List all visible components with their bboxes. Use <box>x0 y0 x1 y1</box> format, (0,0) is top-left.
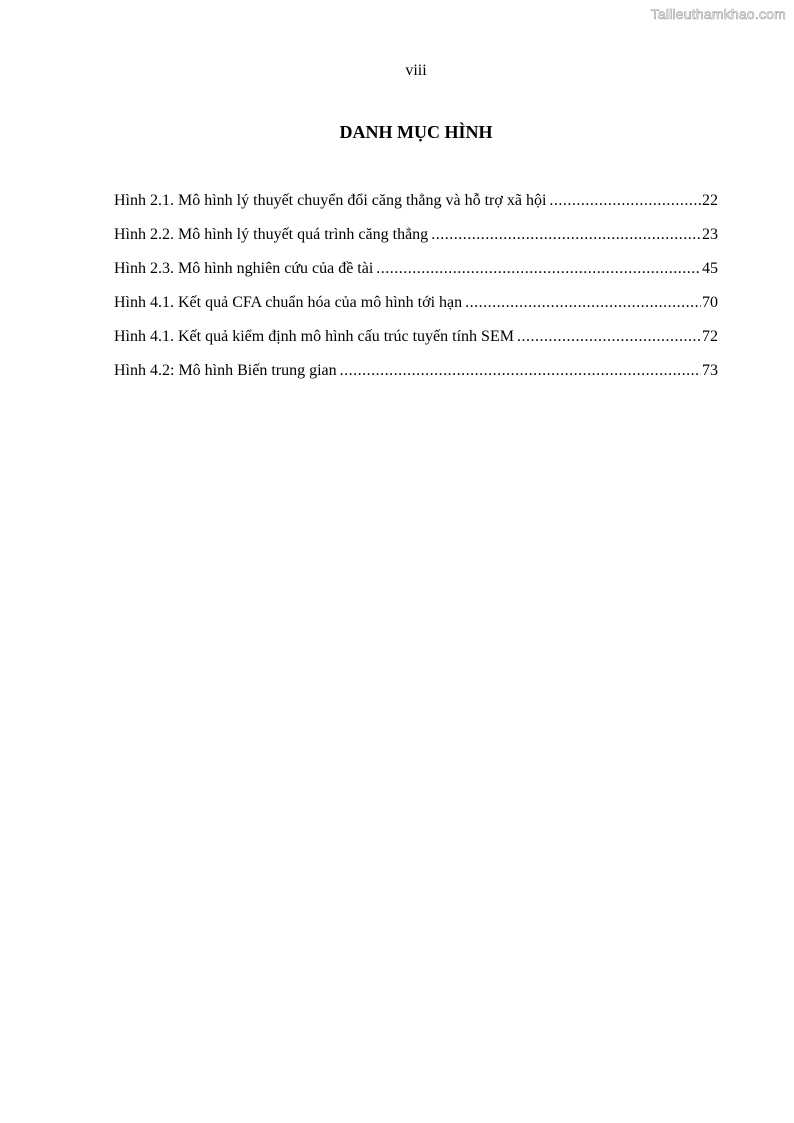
figure-list <box>114 189 718 393</box>
watermark-text: Tailieuthamkhao.com <box>650 6 786 22</box>
toc-entry-label: Hình 4.1. Kết quả kiểm định mô hình cấu trúc tuyến tính SEM <box>114 328 514 345</box>
toc-entry-page: 72 <box>702 328 718 345</box>
toc-entry[interactable] <box>114 325 718 359</box>
dot-leader <box>340 359 701 383</box>
toc-entry-page: 73 <box>702 362 718 379</box>
dot-leader <box>376 257 701 281</box>
dot-leader <box>517 325 701 349</box>
toc-entry-label: Hình 2.2. Mô hình lý thuyết quá trình căng thẳng <box>114 226 429 243</box>
dot-leader <box>431 223 701 247</box>
toc-entry-page: 70 <box>702 294 718 311</box>
page-number: viii <box>405 62 427 79</box>
toc-entry[interactable] <box>114 223 718 257</box>
page-title: DANH MỤC HÌNH <box>339 122 493 142</box>
dot-leader <box>549 189 701 213</box>
toc-entry[interactable] <box>114 189 718 223</box>
toc-entry-page: 22 <box>702 192 718 209</box>
toc-entry-label: Hình 2.3. Mô hình nghiên cứu của đề tài <box>114 260 374 277</box>
toc-entry-page: 23 <box>702 226 718 243</box>
toc-entry[interactable] <box>114 359 718 393</box>
toc-entry[interactable] <box>114 291 718 325</box>
toc-entry-page: 45 <box>702 260 718 277</box>
toc-entry-label: Hình 4.1. Kết quả CFA chuẩn hóa của mô hình tới hạn <box>114 294 463 311</box>
toc-entry[interactable] <box>114 257 718 291</box>
dot-leader <box>465 291 701 315</box>
toc-entry-label: Hình 4.2: Mô hình Biến trung gian <box>114 362 337 379</box>
toc-entry-label: Hình 2.1. Mô hình lý thuyết chuyển đổi căng thẳng và hỗ trợ xã hội <box>114 192 547 209</box>
